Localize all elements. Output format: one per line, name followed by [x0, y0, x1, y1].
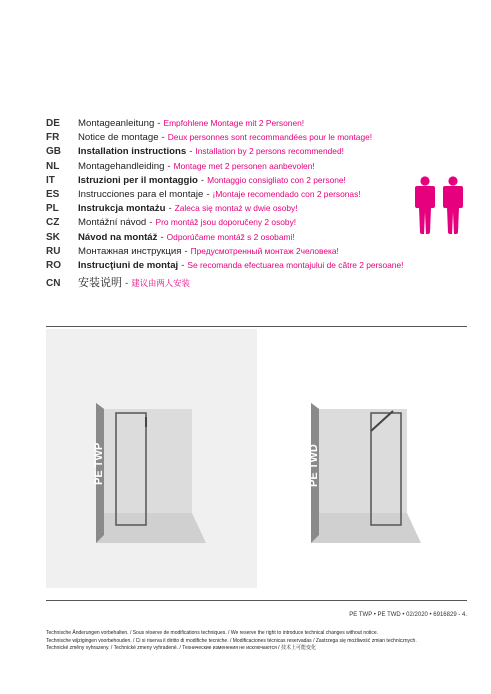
manual-title: Instrucciones para el montaje: [78, 188, 204, 200]
lang-code: FR: [46, 132, 60, 144]
lang-code: ES: [46, 188, 60, 200]
lang-row-de: [46, 118, 426, 132]
two-person-note: Se recomanda efectuarea montajului de către 2 persoane!: [187, 259, 404, 270]
language-title-list: [46, 118, 426, 288]
two-person-note: Zaleca się montaż w dwie osoby!: [174, 203, 298, 214]
disclaimer-line: Technische wijzigingen voorbehouden. / Ci si riserva il diritto di modifiche tecniche. / Modificaciones técnicas reservadas / Zastrzega się możliwość zmian technicznych.: [46, 637, 417, 644]
two-persons-icon: [411, 176, 469, 239]
manual-title: 安装说明: [78, 277, 122, 290]
manual-title: Монтажная инструкция: [78, 245, 182, 257]
separator: -: [157, 118, 161, 129]
document-id: PE TWP • PE TWD • 02/2020 • 6916829 - 4.: [349, 612, 467, 618]
lang-code: SK: [46, 231, 60, 243]
lang-code: GB: [46, 146, 61, 158]
lang-code: CN: [46, 278, 61, 290]
two-person-note: Pro montáž jsou doporučeny 2 osoby!: [155, 217, 297, 228]
product-panel-pe-twd: [257, 329, 467, 588]
lang-code: CZ: [46, 217, 60, 229]
lang-row-nl: [46, 161, 426, 175]
manual-title: Montážní návod: [78, 217, 147, 229]
manual-title: Montageanleitung: [78, 118, 155, 129]
separator: -: [189, 146, 193, 158]
manual-title: Istruzioni per il montaggio: [78, 174, 198, 186]
product-label-pe-twd: PE TWD: [308, 444, 320, 487]
disclaimer-line: Technické změny vyhrazeny. / Technické zmeny vyhradené. / Технические изменения не исключаются / 技术上可能变化: [46, 645, 316, 652]
lang-code: RO: [46, 259, 61, 271]
disclaimer-line: Technische Änderungen vorbehalten. / Sous réserve de modifications techniques. / We reserve the right to introduce technical changes without notice.: [46, 630, 379, 636]
lang-row-cn: [46, 274, 426, 288]
lang-code: RU: [46, 245, 61, 257]
separator: -: [161, 132, 165, 144]
lang-row-fr: [46, 132, 426, 146]
product-panel-pe-twp: [46, 329, 257, 588]
two-person-note: 建议由两人安装: [131, 278, 190, 289]
lang-code: PL: [46, 203, 59, 215]
separator: -: [167, 160, 171, 172]
lang-row-es: [46, 189, 426, 203]
manual-title: Instrukcja montażu: [78, 203, 166, 215]
separator: -: [160, 231, 164, 243]
manual-title: Návod na montáž: [78, 231, 158, 243]
lang-code: DE: [46, 118, 60, 129]
two-person-note: Предусмотренный монтаж 2человека!: [190, 245, 339, 256]
two-person-note: Montaggio consigliato con 2 persone!: [207, 174, 346, 185]
technical-changes-disclaimer: [46, 630, 467, 653]
lang-row-gb: [46, 146, 426, 160]
lang-row-sk: [46, 232, 426, 246]
separator: -: [168, 203, 172, 215]
separator: -: [206, 188, 210, 200]
separator: -: [184, 245, 188, 257]
two-person-note: Montage met 2 personen aanbevolen!: [173, 160, 315, 171]
product-label-pe-twp: PE TWP: [93, 442, 105, 485]
separator: -: [125, 278, 129, 290]
shower-wall-pe-twp-illustration: [93, 403, 206, 543]
two-person-note: Odporúčame montáž s 2 osobami!: [166, 231, 295, 242]
two-person-note: ¡Montaje recomendado con 2 personas!: [212, 188, 361, 199]
two-person-note: Installation by 2 persons recommended!: [195, 146, 344, 157]
separator: -: [200, 174, 205, 186]
manual-title: Instrucţiuni de montaj: [78, 259, 179, 271]
manual-title: Montagehandleiding: [78, 160, 165, 172]
lang-row-pl: [46, 203, 426, 217]
manual-title: Installation instructions: [78, 146, 187, 158]
shower-wall-pe-twd-illustration: [308, 403, 421, 543]
manual-title: Notice de montage: [78, 132, 159, 144]
lang-row-cz: [46, 217, 426, 231]
lang-code: IT: [46, 174, 55, 186]
top-divider: [46, 326, 467, 327]
lang-row-it: [46, 175, 426, 189]
separator: -: [181, 259, 185, 271]
lang-row-ro: [46, 260, 426, 274]
separator: -: [149, 217, 153, 229]
two-person-note: Empfohlene Montage mit 2 Personen!: [163, 118, 305, 128]
bottom-divider: [46, 600, 467, 601]
two-person-note: Deux personnes sont recommandées pour le montage!: [167, 132, 373, 143]
lang-code: NL: [46, 160, 60, 172]
lang-row-ru: [46, 246, 426, 260]
